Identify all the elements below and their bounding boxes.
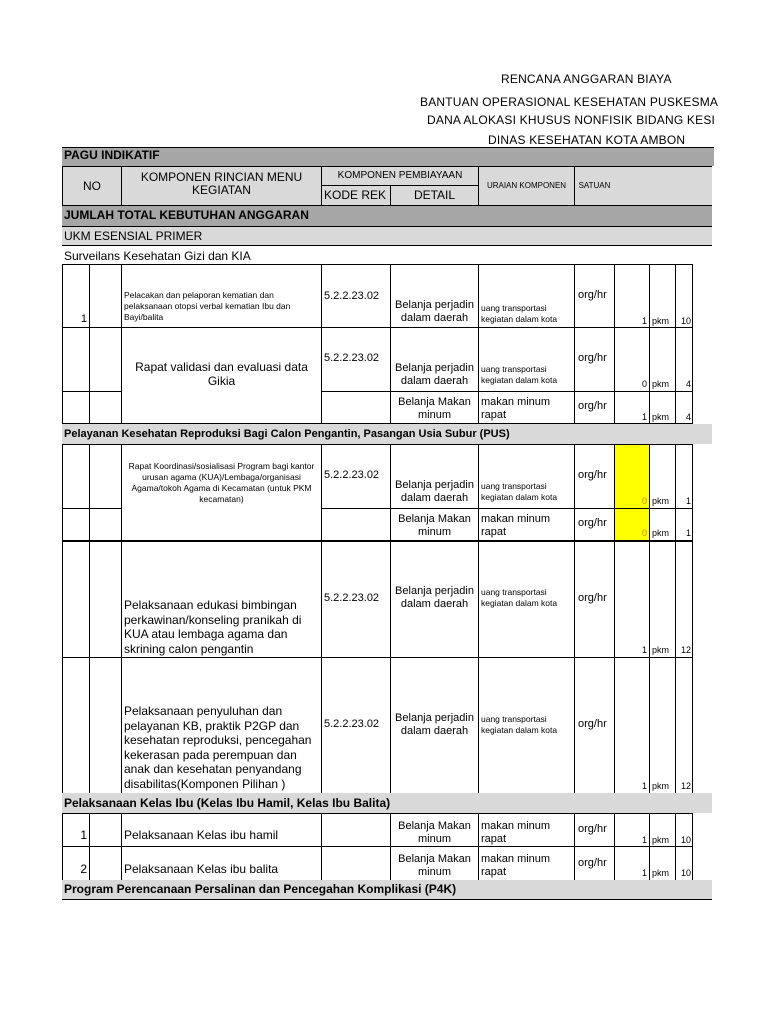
r2-unit: pkm <box>649 327 676 392</box>
r4-sub-cell <box>89 444 122 509</box>
r9-vol: 1 <box>614 846 650 881</box>
r8-detail: Belanja Makan minum <box>390 813 479 847</box>
r9-unit: pkm <box>649 846 676 881</box>
r9-uraian: makan minum rapat <box>478 846 575 881</box>
r9-kode <box>321 846 391 881</box>
r6-vol: 1 <box>614 541 650 658</box>
r1-uraian: uang transportasi kegiatan dalam kota <box>478 264 575 328</box>
r3-unit: pkm <box>649 391 676 424</box>
r8-satuan: org/hr <box>574 813 615 847</box>
r8-qty: 10 <box>675 813 693 847</box>
r4-satuan: org/hr <box>574 444 615 509</box>
header-komponen-menu: KOMPONEN RINCIAN MENU KEGIATAN <box>121 166 322 206</box>
r8-uraian: makan minum rapat <box>478 813 575 847</box>
r1-no: 1 <box>80 313 87 325</box>
r1-satuan: org/hr <box>574 264 615 328</box>
section-surveilans: Surveilans Kesehatan Gizi dan KIA <box>62 245 712 265</box>
r3-sub-cell <box>89 391 122 424</box>
r5-vol[interactable]: 0 <box>614 508 650 541</box>
r2-qty: 4 <box>675 327 693 392</box>
r3-vol: 1 <box>614 391 650 424</box>
r4-no-cell <box>62 444 90 509</box>
r7-vol: 1 <box>614 657 650 794</box>
r8-unit: pkm <box>649 813 676 847</box>
r1-unit: pkm <box>649 264 676 328</box>
r6-detail: Belanja perjadin dalam daerah <box>390 541 479 658</box>
r7-kode: 5.2.2.23.02 <box>321 657 391 794</box>
r7-qty: 12 <box>675 657 693 794</box>
r5-sub-cell <box>89 508 122 541</box>
section-kelas-ibu: Pelaksanaan Kelas Ibu (Kelas Ibu Hamil, Kelas Ibu Balita) <box>62 793 712 813</box>
header-volume-area <box>614 166 712 206</box>
r9-no: 2 <box>62 846 90 881</box>
r8-kegiatan: Pelaksanaan Kelas ibu hamil <box>121 813 322 847</box>
r4-qty: 1 <box>675 444 693 509</box>
r9-kegiatan: Pelaksanaan Kelas ibu balita <box>121 846 322 881</box>
r6-no-cell <box>62 541 90 658</box>
r2-kegiatan: Rapat validasi dan evaluasi data Gikia <box>121 327 322 424</box>
r1-qty: 10 <box>675 264 693 328</box>
r7-no-cell <box>62 657 90 794</box>
r3-detail: Belanja Makan minum <box>390 391 479 424</box>
r7-sub-cell <box>89 657 122 794</box>
r6-uraian: uang transportasi kegiatan dalam kota <box>478 541 575 658</box>
r2-no-cell <box>62 327 90 392</box>
r4-detail: Belanja perjadin dalam daerah <box>390 444 479 509</box>
r3-no-cell <box>62 391 90 424</box>
header-uraian: URAIAN KOMPONEN <box>478 166 575 206</box>
title-line-2: BANTUAN OPERASIONAL KESEHATAN PUSKESMA <box>420 95 719 109</box>
r5-unit: pkm <box>649 508 676 541</box>
header-kode-rek: KODE REK <box>321 185 391 206</box>
r7-satuan: org/hr <box>574 657 615 794</box>
r1-no-cell <box>62 264 90 328</box>
r2-detail: Belanja perjadin dalam daerah <box>390 327 479 392</box>
r1-vol: 1 <box>614 264 650 328</box>
r7-uraian: uang transportasi kegiatan dalam kota <box>478 657 575 794</box>
r2-uraian: uang transportasi kegiatan dalam kota <box>478 327 575 392</box>
r7-kegiatan: Pelaksanaan penyuluhan dan pelayanan KB, praktik P2GP dan kesehatan reproduksi, pencegahan kekerasan pada perempuan dan anak dan kesehatan penyandang disabilitas(Komponen Pilihan ) <box>121 657 322 794</box>
section-ukm: UKM ESENSIAL PRIMER <box>62 226 712 245</box>
r1-sub-cell <box>89 264 122 328</box>
r4-uraian: uang transportasi kegiatan dalam kota <box>478 444 575 509</box>
r5-no-cell <box>62 508 90 541</box>
r8-sub-cell <box>89 813 122 847</box>
r6-qty: 12 <box>675 541 693 658</box>
r3-satuan: org/hr <box>574 391 615 424</box>
r2-satuan: org/hr <box>574 327 615 392</box>
r1-detail: Belanja perjadin dalam daerah <box>390 264 479 328</box>
r4-vol[interactable]: 0 <box>614 444 650 509</box>
r5-uraian: makan minum rapat <box>478 508 575 541</box>
section-jumlah: JUMLAH TOTAL KEBUTUHAN ANGGARAN <box>62 206 712 226</box>
r3-kode <box>321 391 391 424</box>
header-detail: DETAIL <box>390 185 479 206</box>
r6-unit: pkm <box>649 541 676 658</box>
r5-satuan: org/hr <box>574 508 615 541</box>
r8-no: 1 <box>62 813 90 847</box>
r8-vol: 1 <box>614 813 650 847</box>
r9-sub-cell <box>89 846 122 881</box>
section-p4k: Program Perencanaan Persalinan dan Pencegahan Komplikasi (P4K) <box>62 880 712 900</box>
pagu-indikatif-label: PAGU INDIKATIF <box>64 148 160 162</box>
title-line-3: DANA ALOKASI KHUSUS NONFISIK BIDANG KESI <box>427 113 716 127</box>
r9-satuan: org/hr <box>574 846 615 881</box>
r6-kode: 5.2.2.23.02 <box>321 541 391 658</box>
r4-kegiatan: Rapat Koordinasi/sosialisasi Program bagi kantor urusan agama (KUA)/Lembaga/organisasi Agama/tokoh Agama di Kecamatan (untuk PKM kecamatan) <box>121 444 322 541</box>
title-line-1: RENCANA ANGGARAN BIAYA <box>501 72 672 86</box>
header-komponen-pembiayaan: KOMPONEN PEMBIAYAAN <box>321 166 479 186</box>
r2-kode: 5.2.2.23.02 <box>321 327 391 392</box>
r9-qty: 10 <box>675 846 693 881</box>
r8-kode <box>321 813 391 847</box>
r3-uraian: makan minum rapat <box>478 391 575 424</box>
r7-detail: Belanja perjadin dalam daerah <box>390 657 479 794</box>
r2-vol: 0 <box>614 327 650 392</box>
r9-detail: Belanja Makan minum <box>390 846 479 881</box>
r5-detail: Belanja Makan minum <box>390 508 479 541</box>
r1-kegiatan: Pelacakan dan pelaporan kematian dan pelaksanaan otopsi verbal kematian Ibu dan Bayi/balita <box>121 264 322 328</box>
r7-unit: pkm <box>649 657 676 794</box>
r6-satuan: org/hr <box>574 541 615 658</box>
r6-sub-cell <box>89 541 122 658</box>
r5-kode <box>321 508 391 541</box>
section-pelayanan: Pelayanan Kesehatan Reproduksi Bagi Calon Pengantin, Pasangan Usia Subur (PUS) <box>62 424 712 444</box>
r1-kode: 5.2.2.23.02 <box>321 264 391 328</box>
header-no: NO <box>62 166 122 206</box>
r5-qty: 1 <box>675 508 693 541</box>
title-line-4: DINAS KESEHATAN KOTA AMBON <box>488 133 686 147</box>
header-satuan: SATUAN <box>574 166 615 206</box>
r6-kegiatan: Pelaksanaan edukasi bimbingan perkawinan/konseling pranikah di KUA atau lembaga agama dan skrining calon pengantin <box>121 541 322 658</box>
r2-sub-cell <box>89 327 122 392</box>
pagu-indikatif-band <box>62 147 714 166</box>
r4-unit: pkm <box>649 444 676 509</box>
r3-qty: 4 <box>675 391 693 424</box>
r4-kode: 5.2.2.23.02 <box>321 444 391 509</box>
